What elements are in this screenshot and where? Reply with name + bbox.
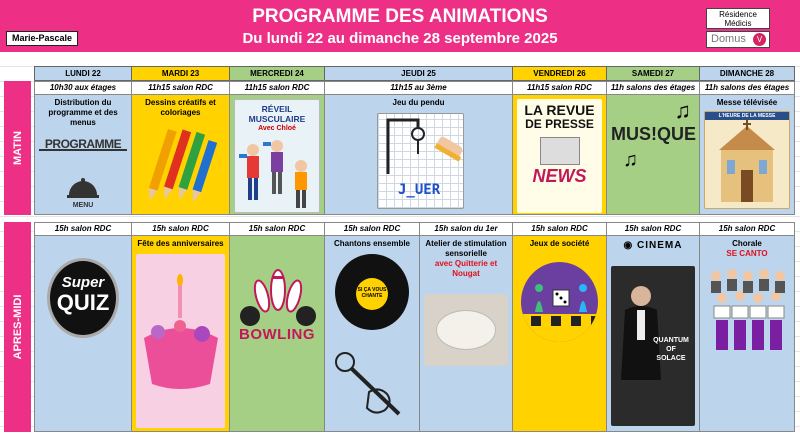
quiz-line1: Super xyxy=(61,274,105,291)
menu-text: MENU xyxy=(72,202,94,209)
church-icon xyxy=(707,120,787,206)
day-header-sunday: DIMANCHE 28 xyxy=(699,66,795,81)
morning-activity-tuesday xyxy=(131,94,230,215)
activity-label: Messe télévisée xyxy=(716,98,778,107)
news-text: NEWS xyxy=(532,166,587,186)
day-header-tuesday: MARDI 23 xyxy=(131,66,230,81)
activity-label: Distribution du programme et des menus xyxy=(48,98,118,127)
cinema-header xyxy=(607,239,699,251)
svg-text:J_UER: J_UER xyxy=(398,182,441,198)
activity-guests: avec Quitterie et Nougat xyxy=(434,259,498,278)
choir-people-icon xyxy=(704,266,792,356)
day-header-wednesday: MERCREDI 24 xyxy=(229,66,325,81)
page-subtitle: Du lundi 22 au dimanche 28 septembre 2025 xyxy=(242,30,558,47)
activity-label: Chorale xyxy=(732,239,762,248)
reveil-subtitle: Avec Chloé xyxy=(258,125,296,132)
music-note-icon: ♫ xyxy=(623,149,638,171)
day-header-saturday: SAMEDI 27 xyxy=(606,66,700,81)
morning-time-monday: 10h30 aux étages xyxy=(34,81,132,95)
afternoon-time-tuesday: 15h salon RDC xyxy=(131,222,230,236)
reveil-musculaire-poster xyxy=(234,99,320,213)
musique-image xyxy=(611,99,695,213)
afternoon-activity-friday xyxy=(512,235,607,432)
hangman-image xyxy=(377,113,464,209)
dice-and-pawns-icon xyxy=(521,262,598,342)
activity-label: Chantons ensemble xyxy=(333,239,410,248)
revue-line2: DE PRESSE xyxy=(525,117,594,131)
day-header-friday: VENDREDI 26 xyxy=(512,66,607,81)
activity-label: Fête des anniversaires xyxy=(137,239,224,248)
afternoon-activity-monday xyxy=(34,235,132,432)
seal-icon xyxy=(436,310,496,350)
board-games-image xyxy=(521,262,598,342)
programme-text: PROGRAMME xyxy=(39,139,127,151)
morning-activity-thursday xyxy=(324,94,513,215)
bowling-pins-icon xyxy=(234,260,322,330)
film-reel-icon: ◉ xyxy=(623,240,634,251)
messe-banner: L'HEURE DE LA MESSE xyxy=(705,112,789,120)
exercise-people-icon xyxy=(237,136,317,215)
activity-label: Atelier de stimulation sensorielle xyxy=(425,239,507,258)
super-quiz-logo xyxy=(47,258,119,338)
day-header-thursday: JEUDI 25 xyxy=(324,66,513,81)
activity-label: Jeu du pendu xyxy=(392,98,445,107)
domus-logo xyxy=(706,31,770,48)
vinyl-label xyxy=(356,278,388,310)
microphone-icon xyxy=(329,348,415,428)
afternoon-time-wednesday: 15h salon RDC xyxy=(229,222,325,236)
activity-label: Jeux de société xyxy=(529,239,590,248)
page-title: PROGRAMME DES ANIMATIONS xyxy=(252,6,548,27)
day-header-monday: LUNDI 22 xyxy=(34,66,132,81)
morning-time-tuesday: 11h15 salon RDC xyxy=(131,81,230,95)
afternoon-time-thursday: 15h salon RDC xyxy=(324,222,420,236)
newspaper-icon xyxy=(540,137,580,165)
morning-activity-friday xyxy=(512,94,607,215)
movie-title: QUANTUM OF SOLACE xyxy=(653,337,689,362)
afternoon-activity-wednesday xyxy=(229,235,325,432)
domus-brand: Domus xyxy=(711,33,746,45)
afternoon-time-friday: 15h salon RDC xyxy=(512,222,607,236)
bowling-text: BOWLING xyxy=(239,326,315,343)
morning-time-sunday: 11h salons des étages xyxy=(699,81,795,95)
seal-robot-image xyxy=(424,294,508,366)
bowling-image xyxy=(234,254,320,354)
revue-line1: LA REVUE xyxy=(524,102,595,118)
cinema-text: CINEMA xyxy=(637,240,683,251)
afternoon-activity-saturday xyxy=(606,235,700,432)
morning-time-wednesday: 11h15 salon RDC xyxy=(229,81,325,95)
residence-logo xyxy=(706,8,770,29)
morning-time-saturday: 11h salons des étages xyxy=(606,81,700,95)
afternoon-time-monday: 15h salon RDC xyxy=(34,222,132,236)
residence-line1: Résidence xyxy=(719,10,757,19)
church-image xyxy=(704,111,790,209)
staff-name: Marie-Pascale xyxy=(6,31,78,46)
morning-activity-monday xyxy=(34,94,132,215)
pencils-icon xyxy=(136,125,226,211)
vinyl-record-image xyxy=(335,254,409,330)
morning-activity-saturday xyxy=(606,94,700,215)
afternoon-time-saturday: 15h salon RDC xyxy=(606,222,700,236)
afternoon-activity-sunday xyxy=(699,235,795,432)
cake-icon xyxy=(136,254,226,424)
morning-time-thursday: 11h15 au 3ème xyxy=(324,81,513,95)
heart-icon: V xyxy=(753,33,766,46)
morning-time-friday: 11h15 salon RDC xyxy=(512,81,607,95)
morning-activity-sunday xyxy=(699,94,795,215)
gallows-icon xyxy=(378,114,466,208)
programme-image xyxy=(39,139,127,169)
movie-poster-image xyxy=(611,266,695,426)
afternoon-time-sunday: 15h salon RDC xyxy=(699,222,795,236)
birthday-cake-image xyxy=(136,254,225,428)
menu-cloche-icon xyxy=(39,171,127,211)
residence-line2: Médicis xyxy=(724,19,752,28)
music-note-icon: ♫ xyxy=(674,98,691,123)
afternoon-activity-thursday-2 xyxy=(419,235,513,432)
reveil-title: RÉVEIL MUSCULAIRE xyxy=(248,104,306,124)
afternoon-activity-thursday xyxy=(324,235,420,432)
activity-label: Dessins créatifs et coloriages xyxy=(145,98,216,117)
actor-silhouette-icon xyxy=(611,266,697,386)
choir-name: SE CANTO xyxy=(726,249,768,258)
afternoon-time-thursday-2: 15h salon du 1er xyxy=(419,222,513,236)
morning-activity-wednesday xyxy=(229,94,325,215)
section-morning-label: MATIN xyxy=(4,81,31,215)
vinyl-text: SI ÇA VOUS CHANTE xyxy=(357,287,387,299)
afternoon-activity-tuesday xyxy=(131,235,230,432)
musique-text: MUS!QUE xyxy=(611,124,696,144)
section-afternoon-label: APRES-MIDI xyxy=(4,222,31,432)
revue-de-presse-poster xyxy=(517,99,602,213)
quiz-line2: QUIZ xyxy=(56,290,110,315)
